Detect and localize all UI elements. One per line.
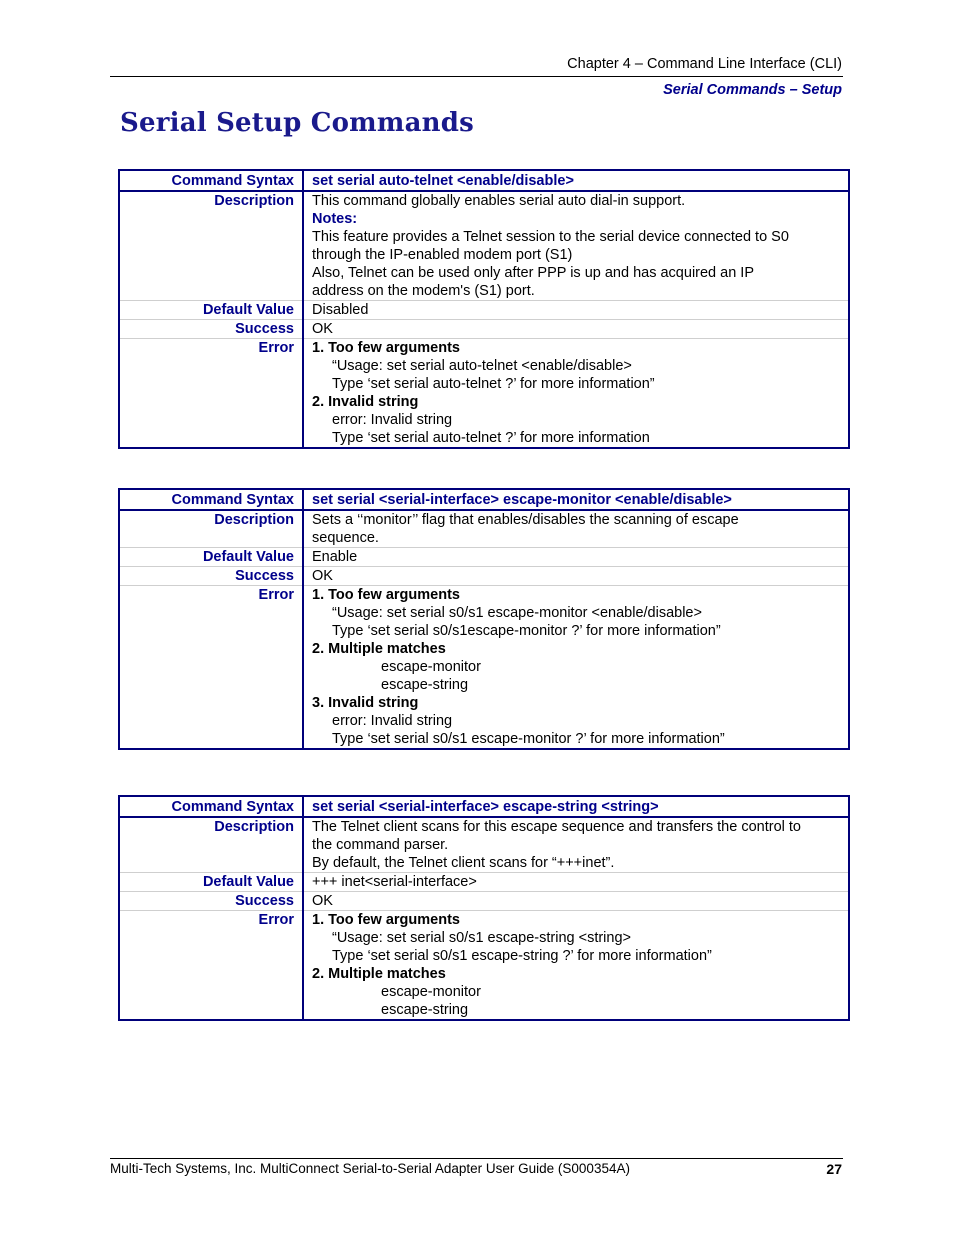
footer-divider bbox=[110, 1158, 843, 1159]
success-value: OK bbox=[303, 320, 849, 339]
notes-line: This feature provides a Telnet session to the serial device connected to S0 bbox=[312, 229, 789, 245]
error-title: 2. Invalid string bbox=[312, 394, 419, 410]
error-line: “Usage: set serial s0/s1 escape-monitor <enable/disable> bbox=[332, 605, 702, 621]
notes-line: address on the modem's (S1) port. bbox=[312, 283, 535, 299]
error-value bbox=[303, 586, 849, 750]
description-line: the command parser. bbox=[312, 837, 449, 853]
success-label: Success bbox=[119, 892, 303, 911]
error-title: 3. Invalid string bbox=[312, 695, 419, 711]
error-line: “Usage: set serial s0/s1 escape-string <string> bbox=[332, 930, 631, 946]
command-table-auto-telnet bbox=[118, 169, 850, 449]
default-label: Default Value bbox=[119, 873, 303, 892]
error-subline: escape-string bbox=[381, 1002, 469, 1018]
page-title: Serial Setup Commands bbox=[120, 108, 474, 138]
error-line: Type ‘set serial s0/s1 escape-string ?’ for more information” bbox=[332, 948, 712, 964]
error-line: error: Invalid string bbox=[332, 713, 453, 729]
error-line: Type ‘set serial s0/s1escape-monitor ?’ for more information” bbox=[332, 623, 721, 639]
syntax-label: Command Syntax bbox=[119, 170, 303, 191]
error-line: Type ‘set serial auto-telnet ?’ for more information” bbox=[332, 376, 655, 392]
footer-text: Multi-Tech Systems, Inc. MultiConnect Serial-to-Serial Adapter User Guide (S000354A) bbox=[110, 1161, 630, 1176]
error-line: Type ‘set serial auto-telnet ?’ for more information bbox=[332, 430, 650, 446]
error-label: Error bbox=[119, 339, 303, 449]
description-value bbox=[303, 191, 849, 301]
syntax-value: set serial <serial-interface> escape-monitor <enable/disable> bbox=[303, 489, 849, 510]
default-label: Default Value bbox=[119, 548, 303, 567]
error-title: 2. Multiple matches bbox=[312, 966, 446, 982]
description-line: This command globally enables serial auto dial-in support. bbox=[312, 193, 686, 209]
description-line: Sets a ‘‘monitor’’ flag that enables/disables the scanning of escape bbox=[312, 512, 739, 528]
command-table-escape-string bbox=[118, 795, 850, 1021]
error-value bbox=[303, 339, 849, 449]
syntax-label: Command Syntax bbox=[119, 489, 303, 510]
description-value bbox=[303, 817, 849, 873]
description-label: Description bbox=[119, 817, 303, 873]
header-divider bbox=[110, 76, 843, 77]
default-value: Disabled bbox=[303, 301, 849, 320]
notes-line: Also, Telnet can be used only after PPP is up and has acquired an IP bbox=[312, 265, 755, 281]
syntax-value: set serial <serial-interface> escape-string <string> bbox=[303, 796, 849, 817]
syntax-label: Command Syntax bbox=[119, 796, 303, 817]
error-label: Error bbox=[119, 911, 303, 1021]
error-line: “Usage: set serial auto-telnet <enable/disable> bbox=[332, 358, 632, 374]
error-line: Type ‘set serial s0/s1 escape-monitor ?’ for more information” bbox=[332, 731, 725, 747]
success-label: Success bbox=[119, 567, 303, 586]
description-label: Description bbox=[119, 510, 303, 548]
error-title: 2. Multiple matches bbox=[312, 641, 446, 657]
default-label: Default Value bbox=[119, 301, 303, 320]
header-section: Serial Commands – Setup bbox=[663, 82, 842, 98]
default-value: +++ inet<serial-interface> bbox=[303, 873, 849, 892]
description-line: By default, the Telnet client scans for “+++inet”. bbox=[312, 855, 615, 871]
notes-label: Notes: bbox=[312, 211, 358, 227]
header-chapter: Chapter 4 – Command Line Interface (CLI) bbox=[567, 56, 842, 72]
notes-line: through the IP-enabled modem port (S1) bbox=[312, 247, 573, 263]
error-line: error: Invalid string bbox=[332, 412, 453, 428]
description-value bbox=[303, 510, 849, 548]
error-title: 1. Too few arguments bbox=[312, 912, 460, 928]
error-title: 1. Too few arguments bbox=[312, 340, 460, 356]
default-value: Enable bbox=[303, 548, 849, 567]
description-line: The Telnet client scans for this escape sequence and transfers the control to bbox=[312, 819, 801, 835]
success-value: OK bbox=[303, 892, 849, 911]
page-number: 27 bbox=[826, 1161, 842, 1177]
error-label: Error bbox=[119, 586, 303, 750]
success-value: OK bbox=[303, 567, 849, 586]
error-value bbox=[303, 911, 849, 1021]
error-title: 1. Too few arguments bbox=[312, 587, 460, 603]
command-table-escape-monitor bbox=[118, 488, 850, 750]
syntax-value: set serial auto-telnet <enable/disable> bbox=[303, 170, 849, 191]
error-subline: escape-string bbox=[381, 677, 469, 693]
description-line: sequence. bbox=[312, 530, 379, 546]
error-subline: escape-monitor bbox=[381, 659, 481, 675]
success-label: Success bbox=[119, 320, 303, 339]
error-subline: escape-monitor bbox=[381, 984, 481, 1000]
description-label: Description bbox=[119, 191, 303, 301]
